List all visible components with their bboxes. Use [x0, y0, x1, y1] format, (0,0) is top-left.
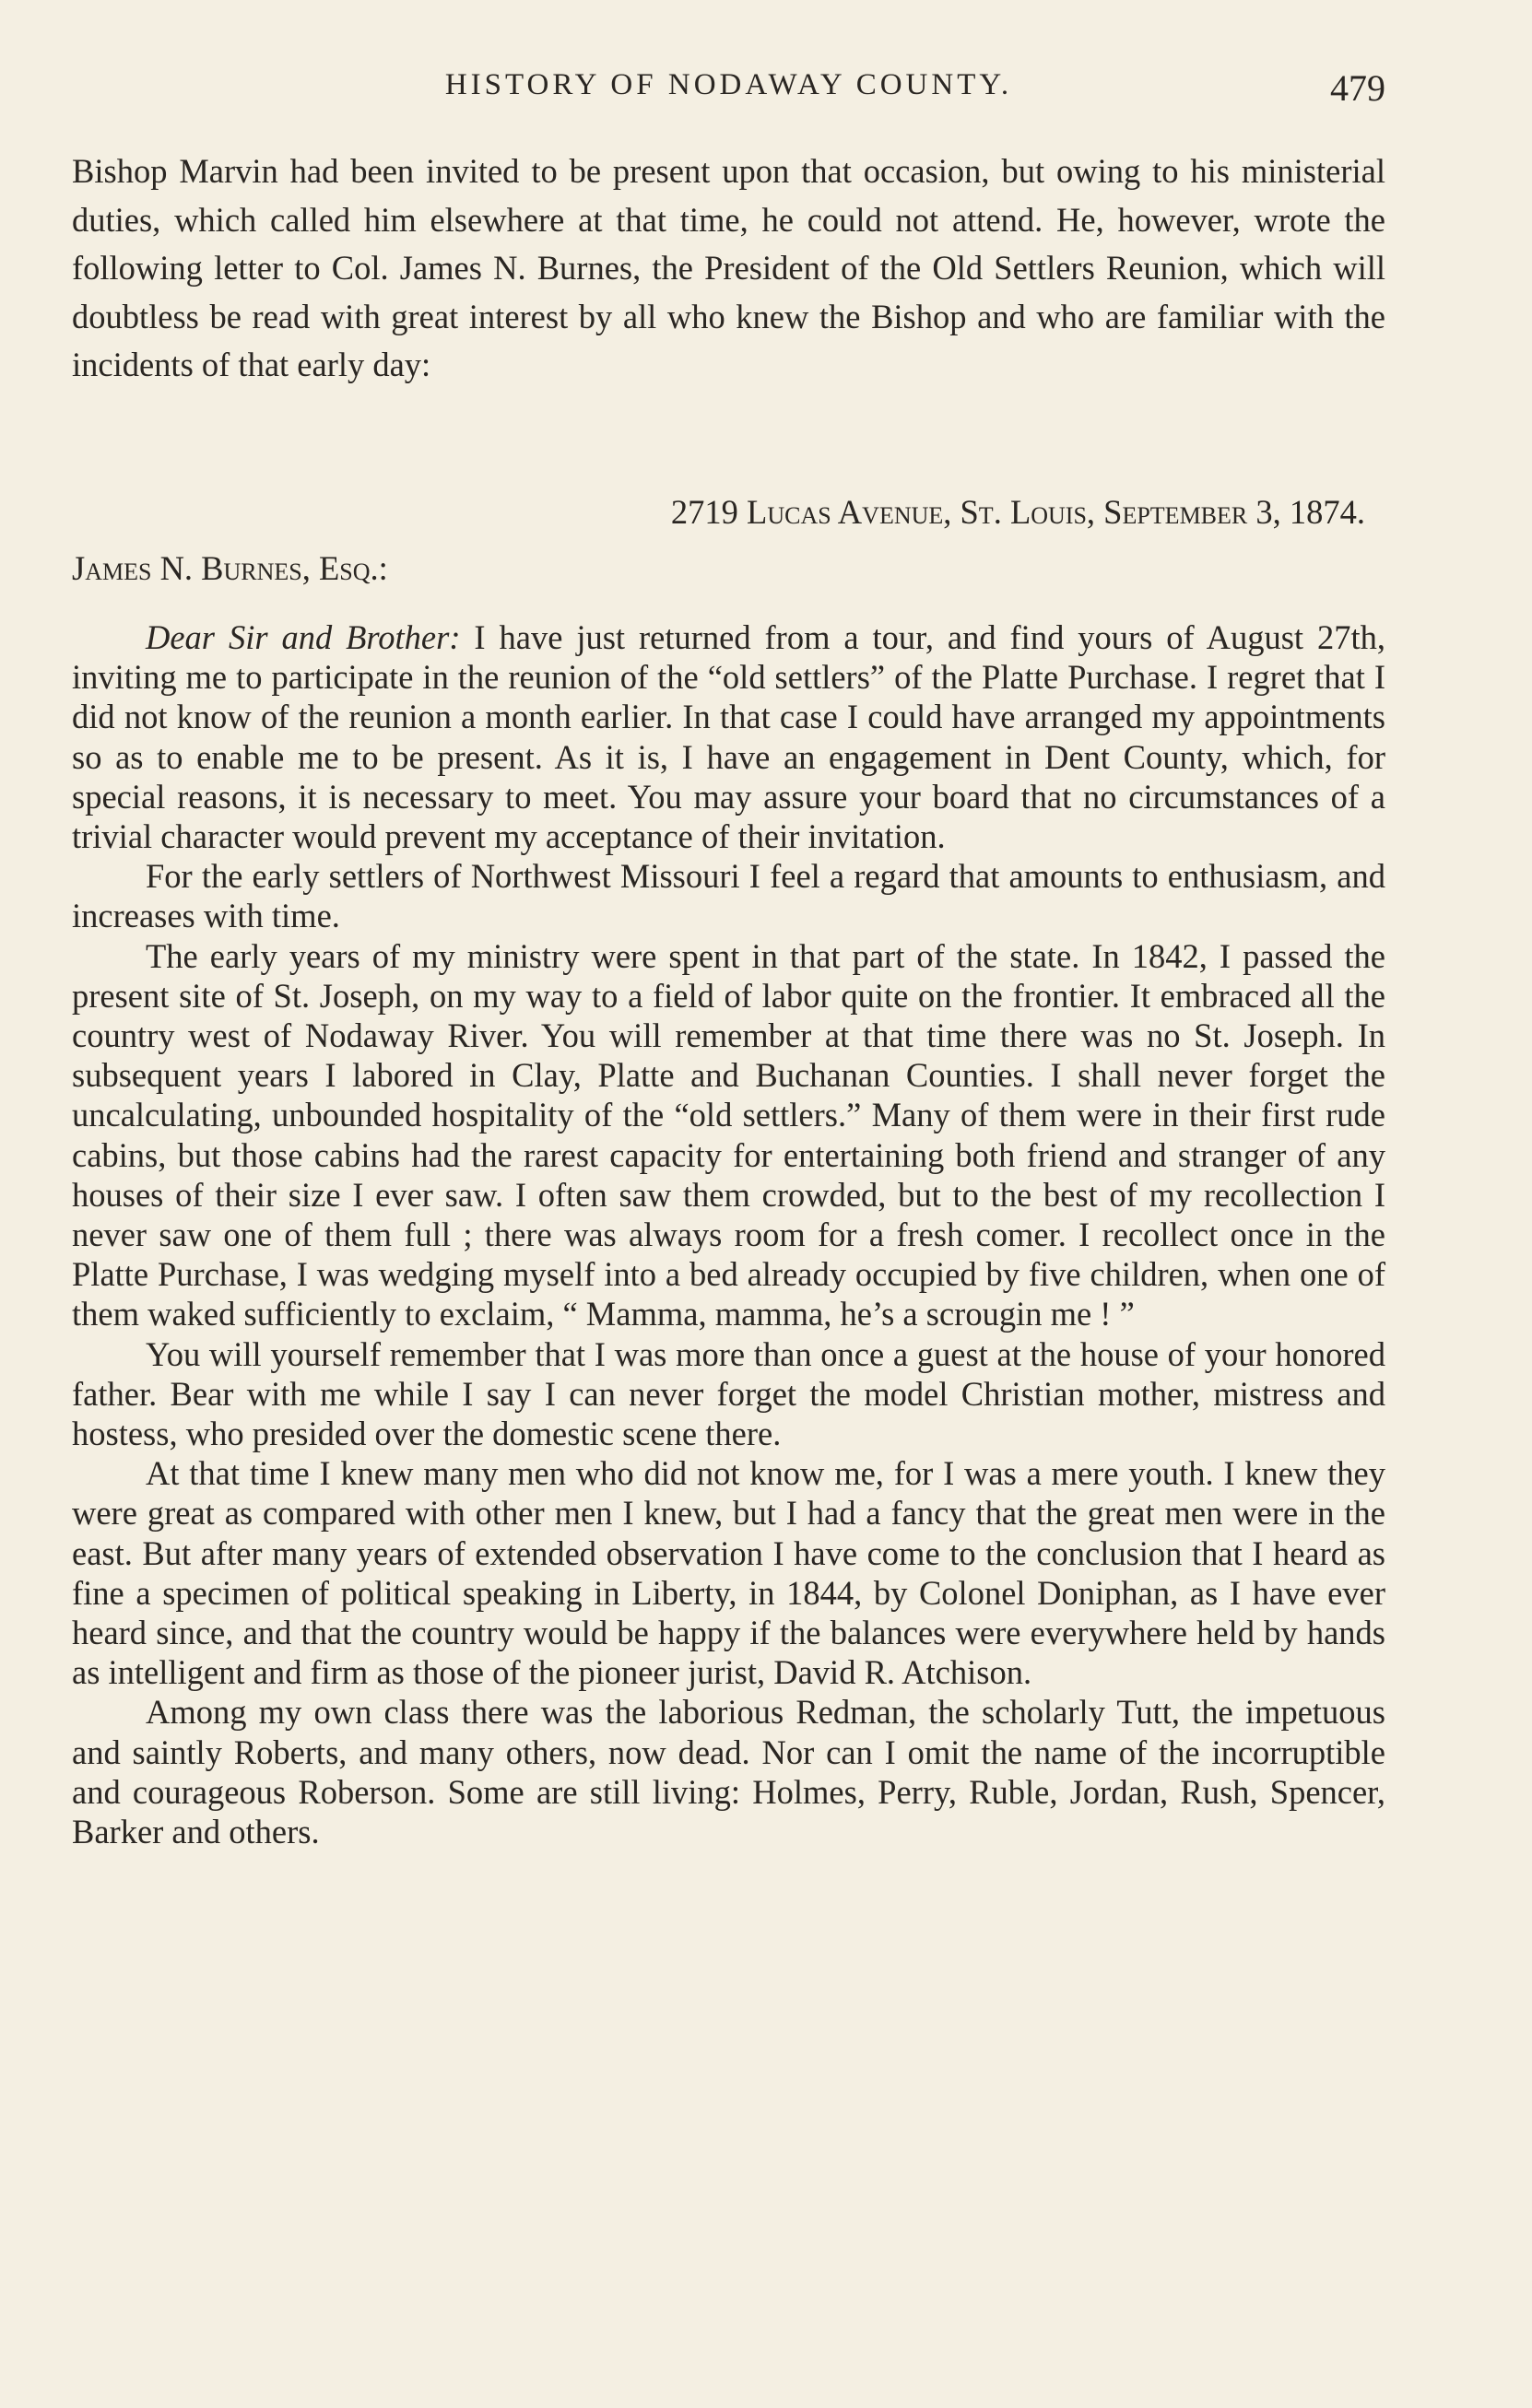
page-number: 479 — [1330, 67, 1385, 109]
letter-greeting: Dear Sir and Brother: — [146, 618, 461, 656]
intro-paragraph-block — [72, 147, 1385, 390]
letter-paragraph: You will yourself remember that I was more than once a guest at the house of your honored father. Bear with me while I say I can never forget the model Christian mother, mistress and hostess, who presided over the domestic scene there. — [72, 1334, 1385, 1453]
intro-paragraph: Bishop Marvin had been invited to be present upon that occasion, but owing to his ministerial duties, which called him elsewhere at that time, he could not attend. He, however, wrote the following letter to Col. James N. Burnes, the President of the Old Settlers Reunion, which will doubtless be read with great interest by all who knew the Bishop and who are familiar with the incidents of that early day: — [72, 152, 1385, 383]
letter-paragraph-text: I have just returned from a tour, and find yours of August 27th, inviting me to participate in the reunion of the “old settlers” of the Platte Purchase. I regret that I did not know of the reunion a month earlier. In that case I could have arranged my appointments so as to enable me to be present. As it is, I have an engagement in Dent County, which, for special reasons, it is necessary to meet. You may assure your board that no circumstances of a trivial character would prevent my acceptance of their invitation. — [72, 618, 1385, 856]
letter-paragraph — [72, 617, 1385, 856]
letter-paragraph: At that time I knew many men who did not know me, for I was a mere youth. I knew they were great as compared with other men I knew, but I had a fancy that the great men were in the east. But after many years of extended observation I have come to the conclusion that I heard as fine a specimen of political speaking in Liberty, in 1844, by Colonel Doniphan, as I have ever heard since, and that the country would be happy if the balances were everywhere held by hands as intelligent and firm as those of the pioneer jurist, David R. Atchison. — [72, 1454, 1385, 1692]
letter-dateline: 2719 Lucas Avenue, St. Louis, September 3, 1874. — [670, 493, 1365, 531]
letter-paragraph: Among my own class there was the laborious Redman, the scholarly Tutt, the impetuous and saintly Roberts, and many others, now dead. Nor can I omit the name of the incorruptible and courageous Roberson. Some are still living: Holmes, Perry, Ruble, Jordan, Rush, Spencer, Barker and others. — [72, 1693, 1385, 1851]
running-title: HISTORY OF NODAWAY COUNTY. — [444, 68, 1013, 101]
letter-paragraph: For the early settlers of Northwest Missouri I feel a regard that amounts to enthusiasm, and increases with time. — [72, 857, 1385, 935]
letter-salutation: James N. Burnes, Esq.: — [72, 549, 388, 587]
page-header — [72, 59, 1385, 133]
letter-paragraph: The early years of my ministry were spent in that part of the state. In 1842, I passed the present site of St. Joseph, on my way to a field of labor quite on the frontier. It embraced all the country west of Nodaway River. You will remember at that time there was no St. Joseph. In subsequent years I labored in Clay, Platte and Buchanan Counties. I shall never forget the uncalculating, unbounded hospitality of the “old settlers.” Many of them were in their first rude cabins, but those cabins had the rarest capacity for entertaining both friend and stranger of any houses of their size I ever saw. I often saw them crowded, but to the best of my recollection I never saw one of them full ; there was always room for a fresh comer. I recollect once in the Platte Purchase, I was wedging myself into a bed already occupied by five children, when one of them waked sufficiently to exclaim, “ Mamma, mamma, he’s a scrougin me ! ” — [72, 936, 1385, 1333]
letter-body — [72, 617, 1385, 1851]
